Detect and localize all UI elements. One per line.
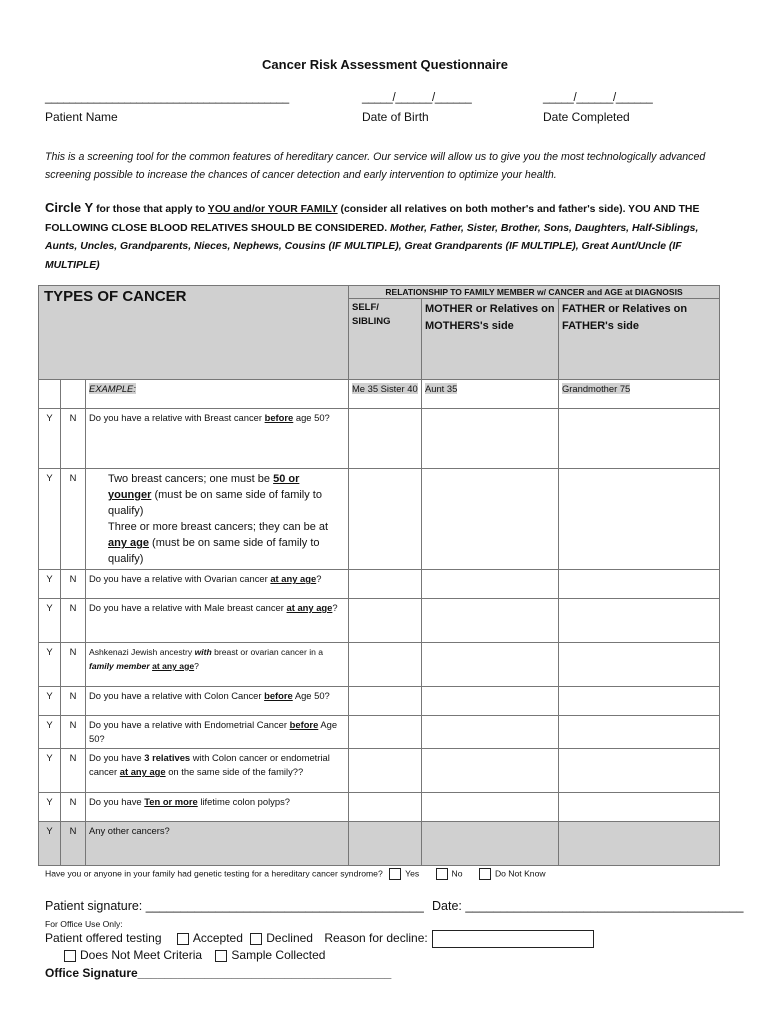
answer-self[interactable] (349, 793, 422, 822)
no-option[interactable]: N (61, 570, 86, 599)
accepted-checkbox[interactable] (177, 933, 189, 945)
yes-option[interactable]: Y (39, 687, 61, 716)
question-colon: Do you have a relative with Colon Cancer before Age 50? (86, 687, 349, 716)
table-row (39, 643, 720, 687)
answer-self[interactable] (349, 409, 422, 469)
no-option[interactable]: N (61, 716, 86, 749)
yes-option[interactable]: Y (39, 793, 61, 822)
testing-offered-row (45, 930, 594, 948)
answer-father[interactable] (559, 687, 720, 716)
reason-input[interactable] (432, 930, 594, 948)
no-option[interactable]: N (61, 749, 86, 793)
answer-self[interactable] (349, 716, 422, 749)
reason-label: Reason for decline: (324, 931, 428, 946)
answer-mother[interactable] (422, 793, 559, 822)
answer-mother[interactable] (422, 716, 559, 749)
answer-mother[interactable] (422, 409, 559, 469)
patient-signature-field[interactable]: Patient signature: ________________________________________ (45, 899, 424, 913)
question-breast: Do you have a relative with Breast cancer before age 50? (86, 409, 349, 469)
instructions: Circle Y for those that apply to YOU and/or YOUR FAMILY (consider all relatives on both mother's and father's side). YOU AND THE FOLLOWING CLOSE BLOOD RELATIVES SHOULD BE CONSIDERED. Mother, Father, Sister, Brother, Sons, Daughters, Half-Siblings, Aunts, Uncles, Grandparents, Nieces, Nephews, Cousins (IF MULTIPLE), Great Grandparents (IF MULTIPLE), Great Aunt/Uncle (IF MULTIPLE) (45, 200, 700, 271)
table-row (39, 793, 720, 822)
example-row (39, 380, 720, 409)
instructions-lead: Circle Y (45, 200, 94, 215)
answer-mother[interactable] (422, 570, 559, 599)
yes-option[interactable]: Y (39, 822, 61, 866)
yes-option[interactable]: Y (39, 716, 61, 749)
accepted-label: Accepted (192, 931, 243, 946)
does-not-meet-checkbox[interactable] (64, 950, 76, 962)
yes-option[interactable]: Y (39, 570, 61, 599)
answer-father[interactable] (559, 643, 720, 687)
question-three-relatives: Do you have 3 relatives with Colon cancer or endometrial cancer at any age on the same side of the family?? (86, 749, 349, 793)
no-checkbox[interactable] (436, 868, 448, 880)
yes-option[interactable]: Y (39, 749, 61, 793)
date-completed-label: Date Completed (543, 110, 630, 124)
answer-mother[interactable] (422, 822, 559, 866)
no-label: No (451, 868, 463, 879)
sample-collected-label: Sample Collected (231, 948, 326, 962)
answer-mother[interactable] (422, 643, 559, 687)
no-option[interactable]: N (61, 643, 86, 687)
answer-self[interactable] (349, 749, 422, 793)
patient-name-label: Patient Name (45, 110, 118, 124)
cancer-table (38, 285, 720, 866)
table-row (39, 749, 720, 793)
yes-option[interactable]: Y (39, 469, 61, 570)
answer-father[interactable] (559, 716, 720, 749)
answer-father[interactable] (559, 749, 720, 793)
office-use-label: For Office Use Only: (45, 919, 123, 929)
genetic-testing-question: Have you or anyone in your family had genetic testing for a hereditary cancer syndrome? Yes No Do Not Know (45, 868, 546, 879)
question-two-breast: Two breast cancers; one must be 50 or younger (must be on same side of family to qualify) Three or more breast cancers; they can be at any age (must be on same side of family to qualify) (86, 469, 349, 570)
yes-option[interactable]: Y (39, 599, 61, 643)
yes-label: Yes (405, 868, 420, 879)
answer-mother[interactable] (422, 749, 559, 793)
answer-self[interactable] (349, 599, 422, 643)
answer-father[interactable] (559, 822, 720, 866)
page-title: Cancer Risk Assessment Questionnaire (262, 57, 508, 72)
self-sibling-header: SELF/ SIBLING (349, 299, 422, 380)
no-option[interactable]: N (61, 469, 86, 570)
yes-checkbox[interactable] (389, 868, 401, 880)
no-option[interactable]: N (61, 687, 86, 716)
question-polyps: Do you have Ten or more lifetime colon polyps? (86, 793, 349, 822)
relationship-header: RELATIONSHIP TO FAMILY MEMBER w/ CANCER and AGE at DIAGNOSIS (349, 286, 720, 299)
mother-side-header: MOTHER or Relatives on MOTHERS's side (422, 299, 559, 380)
question-ovarian: Do you have a relative with Ovarian cancer at any age? (86, 570, 349, 599)
answer-self[interactable] (349, 643, 422, 687)
question-endometrial: Do you have a relative with Endometrial Cancer before Age 50? (86, 716, 349, 749)
do-not-know-checkbox[interactable] (479, 868, 491, 880)
no-option[interactable]: N (61, 822, 86, 866)
answer-father[interactable] (559, 599, 720, 643)
answer-mother[interactable] (422, 599, 559, 643)
no-option[interactable]: N (61, 409, 86, 469)
table-row (39, 599, 720, 643)
yes-option[interactable]: Y (39, 643, 61, 687)
no-option[interactable]: N (61, 793, 86, 822)
no-option[interactable]: N (61, 599, 86, 643)
answer-self[interactable] (349, 570, 422, 599)
declined-checkbox[interactable] (250, 933, 262, 945)
answer-father[interactable] (559, 793, 720, 822)
office-signature-field[interactable]: Office Signature______________________________________ (45, 966, 392, 980)
answer-mother[interactable] (422, 469, 559, 570)
answer-father[interactable] (559, 409, 720, 469)
answer-father[interactable] (559, 469, 720, 570)
example-label: EXAMPLE: (89, 383, 136, 394)
yes-option[interactable]: Y (39, 409, 61, 469)
question-ashkenazi: Ashkenazi Jewish ancestry with breast or ovarian cancer in a family member at any age? (86, 643, 349, 687)
offered-label: Patient offered testing (45, 931, 162, 946)
table-row (39, 570, 720, 599)
table-row (39, 687, 720, 716)
declined-label: Declined (266, 931, 313, 946)
patient-name-field[interactable]: ________________________________________ (45, 92, 289, 104)
table-row (39, 409, 720, 469)
date-of-birth-field[interactable]: _____/______/______ (362, 92, 472, 104)
example-self: Me 35 Sister 40 (352, 383, 418, 394)
example-mother: Aunt 35 (425, 383, 458, 394)
date-of-birth-label: Date of Birth (362, 110, 429, 124)
answer-self[interactable] (349, 687, 422, 716)
table-row (39, 716, 720, 749)
do-not-know-label: Do Not Know (494, 868, 546, 879)
sample-collected-checkbox[interactable] (215, 950, 227, 962)
table-row (39, 469, 720, 570)
example-father: Grandmother 75 (562, 383, 631, 394)
does-not-meet-label: Does Not Meet Criteria (80, 948, 203, 962)
answer-self[interactable] (349, 822, 422, 866)
father-side-header: FATHER or Relatives on FATHER's side (559, 299, 720, 380)
question-other: Any other cancers? (86, 822, 349, 866)
types-of-cancer-header: TYPES OF CANCER (39, 286, 349, 380)
table-row (39, 822, 720, 866)
date-completed-field[interactable]: _____/______/______ (543, 92, 653, 104)
answer-mother[interactable] (422, 687, 559, 716)
date-field[interactable]: Date: ________________________________________ (432, 899, 744, 913)
intro-text: This is a screening tool for the common features of hereditary cancer. Our service will allow us to give you the most technologically advanced screening possible to increase the chances of cancer detection and early intervention to optimize your health. (45, 151, 706, 181)
answer-father[interactable] (559, 570, 720, 599)
question-male-breast: Do you have a relative with Male breast cancer at any age? (86, 599, 349, 643)
criteria-row (60, 948, 325, 962)
answer-self[interactable] (349, 469, 422, 570)
